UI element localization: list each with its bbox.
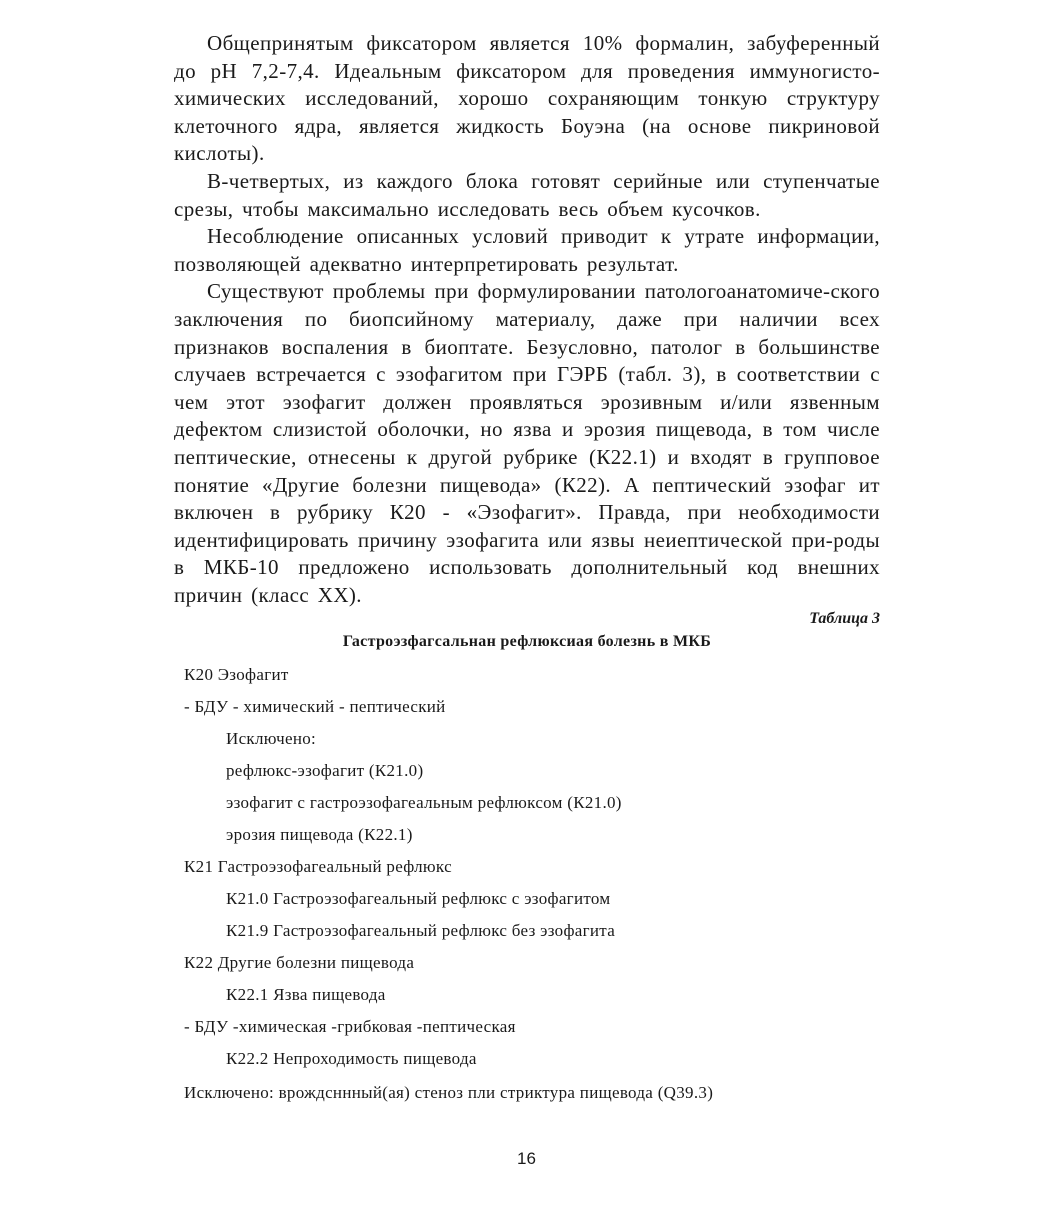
list-item: К22 Другие болезни пищевода <box>184 953 415 972</box>
list-item: К20 Эзофагит <box>184 665 289 684</box>
paragraph-conditions: Несоблюдение описанных условий приводит к утрате информации, позволяющей адекватно интерпретировать результат. <box>174 224 880 276</box>
page-number: 16 <box>517 1149 536 1168</box>
body-text <box>174 30 880 609</box>
list-item: Исключено: врождсннный(ая) стеноз пли стриктура пищевода (Q39.3) <box>184 1083 714 1102</box>
list-item: рефлюкс-эзофагит (К21.0) <box>226 761 424 780</box>
paragraph-serial-sections: В-четвертых, из каждого блока готовят серийные или ступенчатые срезы, чтобы максимально исследовать весь объем кусочков. <box>174 168 880 221</box>
list-item: К21 Гастроэзофагеальный рефлюкс <box>184 857 452 876</box>
list-item: К21.9 Гастроэзофагеальный рефлюкс без эзофагита <box>226 921 616 940</box>
list-item: Исключено: <box>226 729 317 748</box>
table-title: Гастроэзфагсальнан рефлюксиая болезнь в МКБ <box>342 633 712 650</box>
table-caption: Таблица 3 <box>809 610 880 627</box>
list-item: эзофагит с гастроэзофагеальным рефлюксом (К21.0) <box>226 793 622 812</box>
list-item: - БДУ - химический - пептический <box>184 697 446 716</box>
paragraph-diagnosis-problems: Существуют проблемы при формулировании патологоанатомиче-ского заключения по биопсийному материалу, даже при наличии всех признаков воспаления в биоптате. Безусловно, патолог в большинстве случаев встречается с эзофагитом при ГЭРБ (табл. 3), в соответствии с чем этот эзофагит должен проявляться эрозивным и/или язвенным дефектом слизистой оболочки, но язва и эрозия пищевода, в том числе пептические, отнесены к другой рубрике (К22.1) и входят в групповое понятие «Другие болезни пищевода» (К22). А пептический эзофаг ит включен в рубрику К20 - «Эзофагит». Правда, при необходимости идентифицировать причину эзофагита или язвы неиептической при-роды в МКБ-10 предложено использовать дополнительный код внешних причин (класс XX). <box>174 279 880 607</box>
list-item: - БДУ -химическая -грибковая -пептическая <box>184 1017 516 1036</box>
list-item: К22.1 Язва пищевода <box>226 985 386 1004</box>
list-item: эрозия пищевода (К22.1) <box>226 825 413 844</box>
paragraph-fixation: Общепринятым фиксатором является 10% формалин, забуференный до pH 7,2-7,4. Идеальным фиксатором для проведения иммуногисто-химических исследований, хорошо сохраняющим тонкую структуру клеточного ядра, является жидкость Боуэна (на основе пикриновой кислоты). <box>174 31 880 166</box>
list-item: К21.0 Гастроэзофагеальный рефлюкс с эзофагитом <box>226 889 611 908</box>
list-item: К22.2 Непроходимость пищевода <box>226 1049 477 1068</box>
